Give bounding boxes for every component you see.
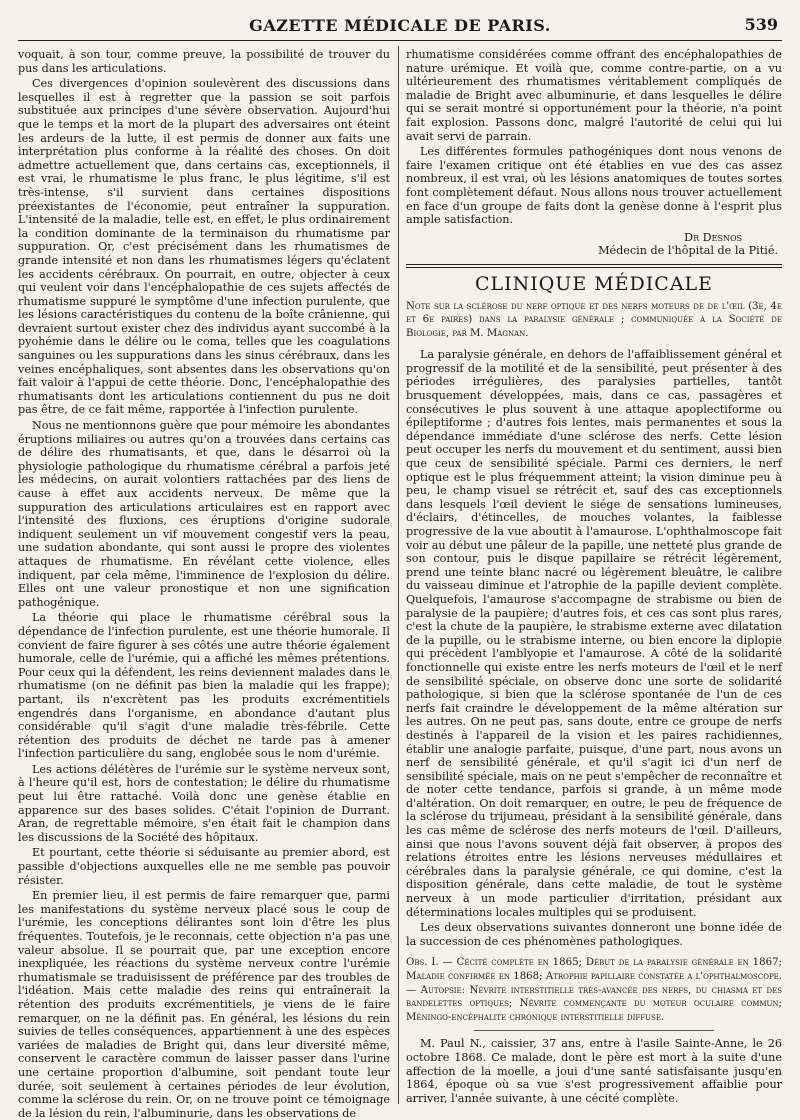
- signature-name: Dr Desnos: [684, 230, 742, 244]
- section-title: CLINIQUE MÉDICALE: [474, 272, 714, 295]
- right-column: [406, 48, 782, 1104]
- paragraph: Les différentes formules pathogéniques dont nous venons de faire l'examen critique ont été établies en vue des cas assez nombreux, il est vrai, où les lésions anatomiques de toutes sortes font complètement défaut. Nous allons nous trouver actuellement en face d'un groupe de faits dont la genèse donne à l'esprit plus ample satisfaction.: [406, 145, 782, 227]
- paragraph: Et pourtant, cette théorie si séduisante au premier abord, est passible d'objections auxquelles elle ne me semble pas pouvoir résister.: [18, 846, 390, 887]
- signature-role: Médecin de l'hôpital de la Pitié.: [598, 244, 778, 258]
- journal-title: GAZETTE MÉDICALE DE PARIS.: [249, 16, 551, 35]
- page-header: [18, 14, 782, 41]
- page-number: 539: [744, 15, 778, 34]
- observation-heading-text: Obs. I. — Cécité complète en 1865; Début de la paralysie générale en 1867; Maladie confirmée en 1868; Atrophie papillaire constatée a l'ophthalmoscope. — Autopsie: Névrite interstitielle très-avancée des nerfs, du chiasma et des bandelettes optiques; Névrite commençante du moteur oculaire commun; Méningo-encéphalite chronique interstitielle diffuse.: [406, 957, 782, 1023]
- observation-rule: [474, 1030, 714, 1031]
- paragraph: En premier lieu, il est permis de faire remarquer que, parmi les manifestations du système nerveux placé sous le coup de l'urémie, les conceptions délirantes sont loin d'être les plus fréquentes. Toutefois, je le reconnais, cette objection n'a pas une valeur absolue. Il se pourrait que, par une exception encore inexpliquée, les réactions du système nerveux contre l'urémie rhumatismale se traduisissent de préférence par des troubles de l'idéation. Mais cette maladie des reins qui entraînerait la rétention des produits excrémentitiels, je viens de le faire remarquer, on ne la définit pas. En général, les lésions du rein suivies de telles conséquences, appartiennent à une des espèces variées de maladies de Bright qui, dans leur diversité même, conservent le caractère commun de laisser passer dans l'urine une certaine proportion d'albumine, soit pendant toute leur durée, soit seulement à certaines périodes de leur évolution, comme la sclérose du rein. Or, on ne trouve point ce témoignage de la lésion du rein, l'albuminurie, dans les observations de: [18, 889, 390, 1120]
- left-column: [18, 48, 390, 1120]
- paragraph: rhumatisme considérées comme offrant des encéphalopathies de nature urémique. Et voilà que, comme contre-partie, on a vu ultérieurement des rhumatismes véritablement compliqués de maladie de Bright avec albuminurie, et dans lesquelles le délire qui se serait montré si opportunément pour la théorie, n'a point fait explosion. Passons donc, malgré l'autorité de celui qui lui avait servi de parrain.: [406, 48, 782, 143]
- paragraph: La paralysie générale, en dehors de l'affaiblissement général et progressif de la motilité et de la sensibilité, peut présenter à des périodes irrégulières, des paralysies partielles, tantôt brusquement développées, mais, dans ce cas, passagères et consécutives le plus souvent à une attaque apoplectiforme ou épileptiforme ; d'autres fois lentes, mais permanentes et sous la dépendance immédiate d'une sclérose des nerfs. Cette lésion peut occuper les nerfs du mouvement et du sentiment, aussi bien que ceux de sensibilité spéciale. Parmi ces derniers, le nerf optique est le plus fréquemment atteint; la vision diminue peu à peu, le champ visuel se rétrécit et, sauf des cas exceptionnels dans lesquels l'œil devient le siége de sensations lumineuses, d'éclairs, d'étincelles, de mouches volantes, la faiblesse progressive de la vue aboutit à l'amaurose. L'ophthalmoscope fait voir au début une pâleur de la papille, une netteté plus grande de son contour, puis le disque papillaire se rétrécit légèrement, prend une teinte blanc nacré ou légèrement bleuâtre, le calibre du vaisseau diminue et l'atrophie de la papille devient complète. Quelquefois, l'amaurose s'accompagne de strabisme ou bien de paralysie de la paupière; d'autres fois, et ces cas sont plus rares, c'est la chute de la paupière, le strabisme externe avec dilatation de la pupille, ou le strabisme interne, ou bien encore la diplopie qui précèdent l'amblyopie et l'amaurose. A côté de la solidarité fonctionnelle qui existe entre les nerfs moteurs de l'œil et le nerf de sensibilité spéciale, on observe donc une sorte de solidarité pathologique, si bien que la sclérose spontanée de l'un de ces nerfs fait craindre le développement de la même altération sur les autres. On ne peut pas, sans doute, entre ce groupe de nerfs destinés à l'appareil de la vision et les paires rachidiennes, établir une analogie parfaite, puisque, d'une part, nous avons un nerf de sensibilité générale, et qu'il s'agit ici d'un nerf de sensibilité spéciale, mais on ne peut s'empêcher de reconnaître et de noter cette tendance, parfois si grande, à un même mode d'altération. On doit remarquer, en outre, le peu de fréquence de la sclérose du trijumeau, présidant à la sensibilité générale, dans les cas même de sclérose des nerfs moteurs de l'œil. D'ailleurs, ainsi que nous l'avons souvent déjà fait observer, à propos des relations étroites entre les lésions nerveuses médullaires et cérébrales dans la paralysie générale, ce qui domine, c'est la disposition générale, dans cette maladie, de tout le système nerveux à un mode particulier d'irritation, présidant aux déterminations locales multiples qui se produisent.: [406, 348, 782, 919]
- article-title: [406, 300, 782, 341]
- paragraph: M. Paul N., caissier, 37 ans, entre à l'asile Sainte-Anne, le 26 octobre 1868. Ce malade, dont le père est mort à la suite d'une affection de la moelle, a joui d'une santé satisfaisante jusqu'en 1864, époque où sa vue s'est progressivement affaiblie pour arriver, l'année suivante, à une cécité complète.: [406, 1037, 782, 1105]
- paragraph: Nous ne mentionnons guère que pour mémoire les abondantes éruptions miliaires ou autres qu'on a trouvées dans certains cas de délire des rhumatisants, et que, dans le désarroi où la physiologie pathologique du rhumatisme cérébral a parfois jeté les médecins, on aurait volontiers rattachées par des liens de cause à effet aux accidents nerveux. De même que la suppuration des articulations articulaires est en rapport avec l'intensité des fluxions, ces éruptions d'origine sudorale indiquent seulement un vif mouvement congestif vers la peau, une sudation abondante, qui sont aussi le propre des violentes attaques de rhumatisme. En révélant cette violence, elles indiquent, par cela même, l'imminence de l'explosion du délire. Elles ont une valeur pronostique et non une signification pathogénique.: [18, 419, 390, 609]
- paragraph: La théorie qui place le rhumatisme cérébral sous la dépendance de l'infection purulente, est une théorie humorale. Il convient de faire figurer à ses côtés une autre théorie également humorale, celle de l'urémie, qui a affiché les mêmes prétentions. Pour ceux qui la défendent, les reins deviennent malades dans le rhumatisme (on ne définit pas bien la maladie qui les frappe); partant, ils n'excrètent pas les produits excrémentitiels engendrés dans l'organisme, en abondance d'autant plus considérable qu'il s'agit d'une maladie très-fébrile. Cette rétention des produits de déchet ne tarde pas à amener l'infection particulière du sang, englobée sous le nom d'urémie.: [18, 611, 390, 761]
- article-title-text: Note sur la sclérose du nerf optique et des nerfs moteurs de de l'œil (3e, 4e et 6e paires) dans la paralysie générale ; communiquée à la Société de Biologie, par M. Magnan.: [406, 300, 782, 339]
- paragraph: Les deux observations suivantes donneront une bonne idée de la succession de ces phénomènes pathologiques.: [406, 921, 782, 948]
- observation-heading: [406, 956, 782, 1024]
- section-rule: [406, 264, 782, 268]
- paragraph: Les actions délétères de l'urémie sur le système nerveux sont, à l'heure qu'il est, hors de contestation; le délire du rhumatisme peut lui être rattaché. Voilà donc une genèse établie en apparence sur des bases solides. C'était l'opinion de Durrant. Aran, de regrettable mémoire, s'en était fait le champion dans les discussions de la Société des hôpitaux.: [18, 762, 390, 844]
- paragraph: Ces divergences d'opinion soulevèrent des discussions dans lesquelles il est à regretter que la passion se soit parfois substituée aux principes d'une sévère observation. Aujourd'hui que le temps et la mort de la plupart des adversaires ont éteint les ardeurs de la lutte, il est permis de donner aux faits une interprétation plus conforme à la réalité des choses. On doit admettre actuellement que, dans certains cas, exceptionnels, il est vrai, le rhumatisme le plus franc, le plus légitime, s'il est très-intense, s'il survient dans certaines dispositions préexistantes de l'économie, peut entraîner la suppuration. L'intensité de la maladie, telle est, en effet, le plus ordinairement la condition dominante de la terminaison du rhumatisme par suppuration. Or, c'est précisément dans les rhumatismes de grande intensité et non dans les rhumatismes légers qu'éclatent les accidents cérébraux. On pourrait, en outre, objecter à ceux qui veulent voir dans l'encéphalopathie de ces sujets affectés de rhumatisme suppuré le symptôme d'une infection purulente, que les lésions caractéristiques du contenu de la boîte crânienne, qui devraient surtout exister chez des individus ayant succombé à la pyohémie dans le délire ou le coma, telles que les coagulations sanguines ou les suppurations dans les sinus cérébraux, dans les veines encéphaliques, sont absentes dans les observations qu'on fait valoir à l'appui de cette théorie. Donc, l'encéphalopathie des rhumatisants dont les articulations contiennent du pus ne doit pas être, de ce fait même, rapportée à l'infection purulente.: [18, 77, 390, 417]
- column-divider: [398, 46, 399, 1104]
- paragraph: voquait, à son tour, comme preuve, la possibilité de trouver du pus dans les articulations.: [18, 48, 390, 75]
- signature: [406, 231, 782, 258]
